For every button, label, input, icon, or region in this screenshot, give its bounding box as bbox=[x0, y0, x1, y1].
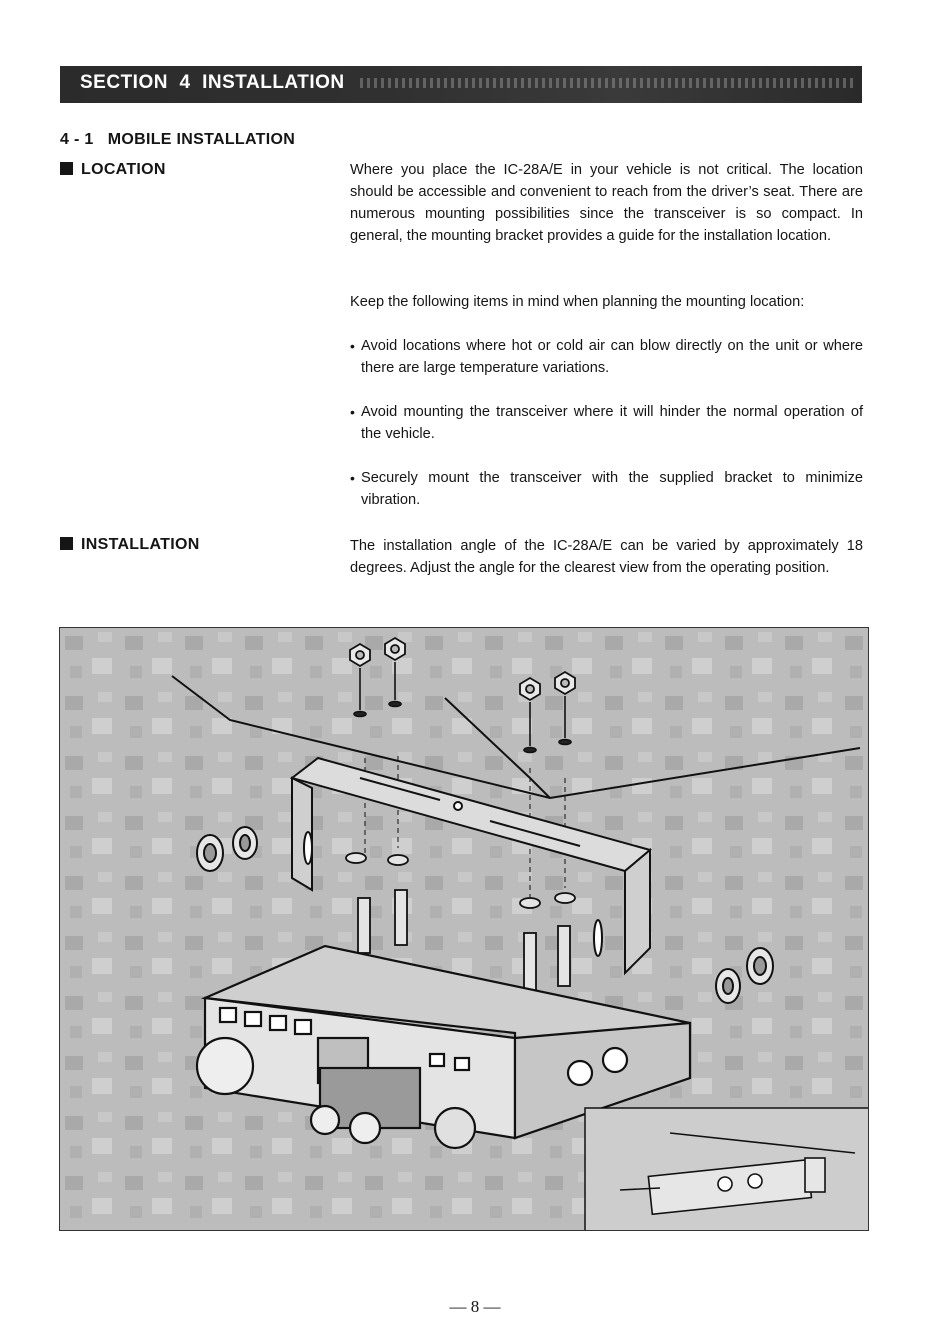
bullet-dot-icon: • bbox=[350, 404, 355, 420]
list-item bbox=[350, 401, 863, 445]
page-number: — 8 — bbox=[449, 1297, 501, 1316]
bullet-text: Securely mount the transceiver with the supplied bracket to minimize vibration. bbox=[361, 470, 863, 508]
location-paragraph-1 bbox=[350, 159, 863, 247]
bullet-text: Avoid mounting the transceiver where it will hinder the normal operation of the vehicle. bbox=[361, 404, 863, 442]
list-item bbox=[350, 467, 863, 511]
installation-paragraph bbox=[350, 535, 863, 579]
installation-illustration bbox=[59, 627, 869, 1231]
location-paragraph-2-text: Keep the following items in mind when planning the mounting location: bbox=[350, 294, 805, 310]
bullet-text: Avoid locations where hot or cold air can blow directly on the unit or where there are large temperature variations. bbox=[361, 338, 863, 376]
list-item bbox=[350, 335, 863, 379]
subsection-heading: 4 - 1 MOBILE INSTALLATION bbox=[60, 131, 296, 148]
location-paragraph-1-text: Where you place the IC-28A/E in your vehicle is not critical. The location should be accessible and convenient to reach from the driver’s seat. There are numerous mounting possibilities since the transceiver is so compact. In general, the mounting bracket provides a guide for the installation location. bbox=[350, 162, 863, 244]
installation-paragraph-text: The installation angle of the IC-28A/E can be varied by approximately 18 degrees. Adjust the angle for the clearest view from the operating position. bbox=[350, 538, 863, 576]
square-bullet-icon bbox=[60, 162, 73, 175]
installation-heading-label: INSTALLATION bbox=[81, 536, 200, 553]
section-title: SECTION 4 INSTALLATION bbox=[80, 72, 345, 93]
location-bullet-list bbox=[350, 335, 863, 533]
location-heading bbox=[60, 161, 166, 179]
bullet-dot-icon: • bbox=[350, 470, 355, 486]
bracket-mounting-drawing bbox=[60, 628, 869, 1231]
square-bullet-icon bbox=[60, 537, 73, 550]
location-heading-label: LOCATION bbox=[81, 161, 166, 178]
bullet-dot-icon: • bbox=[350, 338, 355, 354]
installation-heading bbox=[60, 536, 200, 554]
section-banner bbox=[60, 66, 862, 103]
location-paragraph-2 bbox=[350, 291, 863, 313]
